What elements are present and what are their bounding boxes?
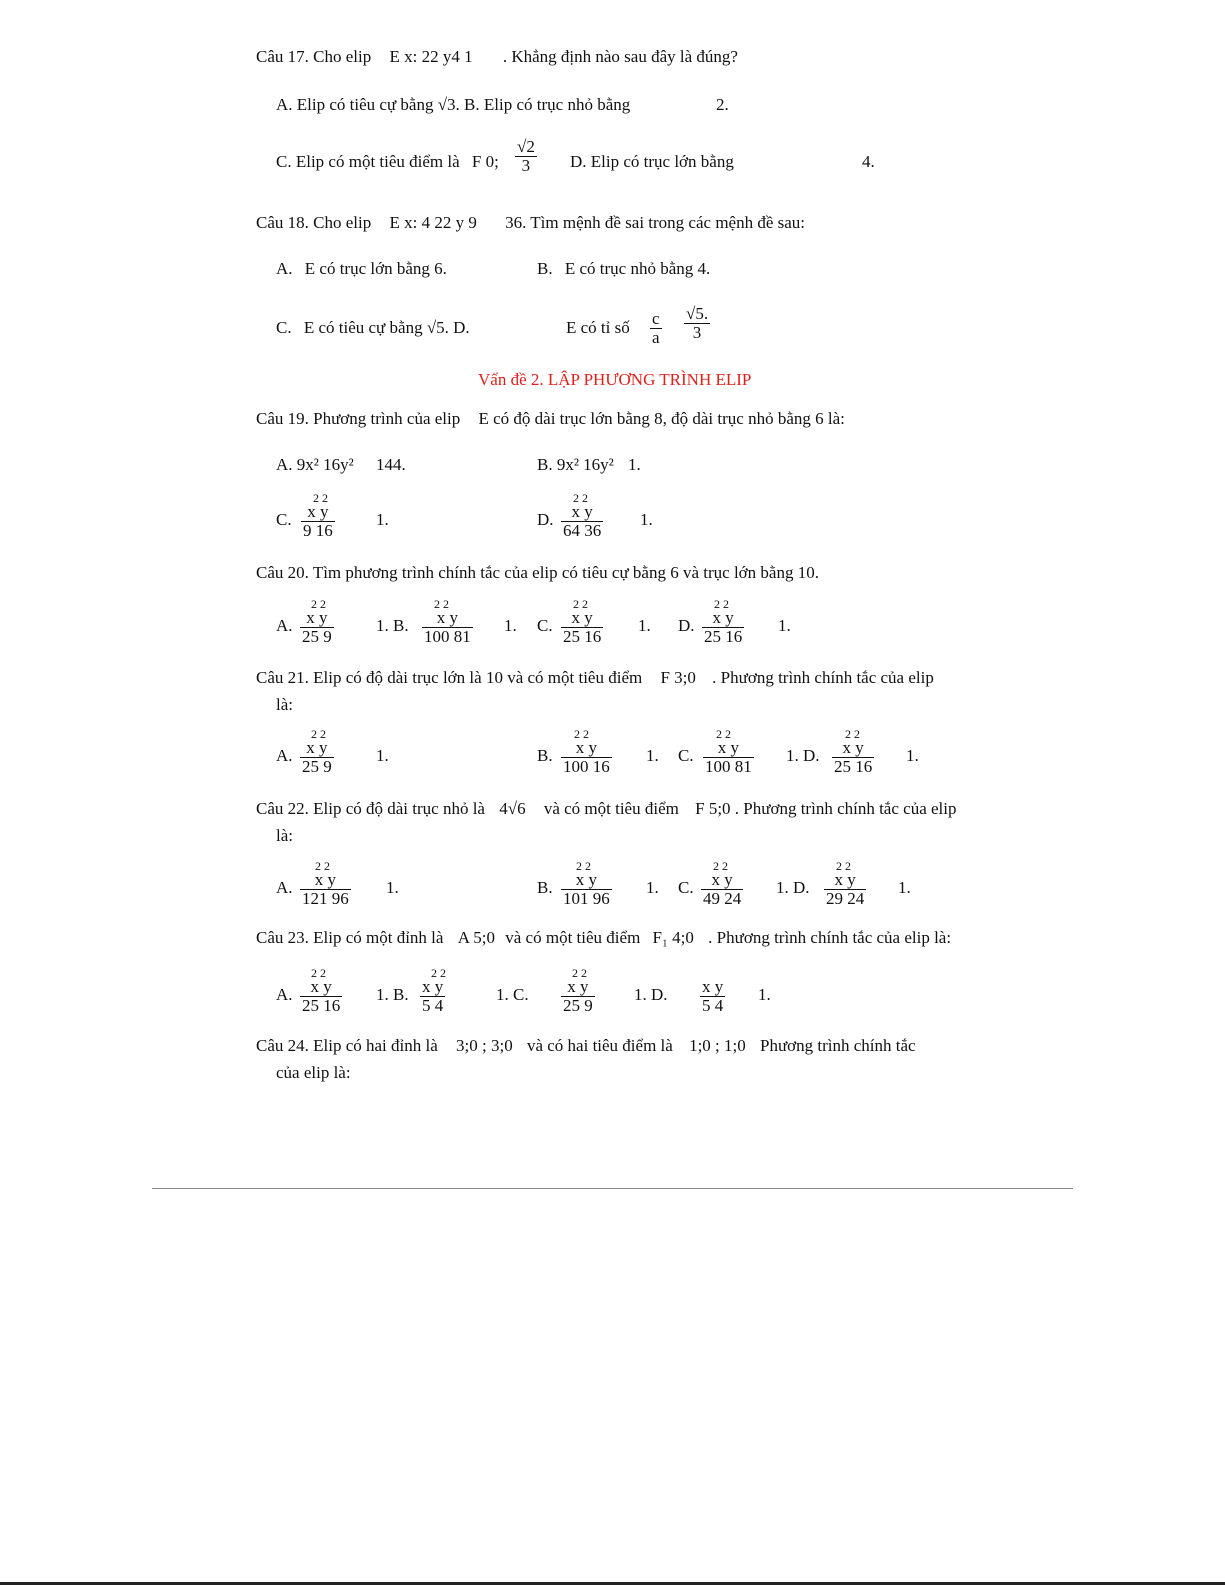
q21-d-denominator: 25 16 (834, 757, 873, 776)
q23-stem-end: . Phương trình chính tắc của elip là: (708, 928, 952, 947)
q20-a-denominator: 25 9 (302, 627, 332, 646)
q20-b-fraction (422, 609, 473, 646)
q21-b-fraction (561, 739, 612, 776)
q21-stem-cont: là: (276, 695, 293, 714)
q22-c-exponents: 2 2 (713, 859, 728, 873)
q23-option-b-value: 1. C. (496, 985, 529, 1004)
q20-option-b-value: 1. (504, 616, 517, 635)
q19-stem-end: E có độ dài trục lớn bằng 8, độ dài trục nhỏ bằng 6 là: (478, 409, 845, 428)
q23-c-denominator: 25 9 (563, 996, 593, 1015)
q17-option-a-value: √3. (437, 95, 460, 114)
q21-c-exponents: 2 2 (716, 727, 731, 741)
q18-option-d: E có tỉ số (566, 318, 630, 337)
q20-d-fraction (702, 609, 744, 646)
q24-stem-end: Phương trình chính tắc (760, 1036, 916, 1055)
q20-a-numerator: x y (300, 609, 334, 628)
q23-stem-text: Câu 23. Elip có một đỉnh là (256, 928, 444, 947)
q20-option-c-value: 1. (638, 616, 651, 635)
q21-c-fraction (703, 739, 754, 776)
q22-a-numerator: x y (300, 871, 351, 890)
q18-option-b-text: E có trục nhỏ bằng 4. (564, 259, 711, 278)
q23-b-exponents: 2 2 (431, 966, 446, 980)
q21-b-exponents: 2 2 (574, 727, 589, 741)
q23-option-c-value: 1. D. (634, 985, 668, 1004)
q19-option-b-value: 1. (628, 455, 641, 474)
q23-d-numerator: x y (702, 977, 724, 996)
section-title: Vấn đề 2. LẬP PHƯƠNG TRÌNH ELIP (478, 370, 752, 389)
q24-stem (256, 1036, 916, 1056)
q17-option-a-text: A. Elip có tiêu cự bằng (276, 95, 434, 114)
q22-option-b-label: B. (537, 878, 553, 897)
q19-option-c-label: C. (276, 510, 292, 529)
q24-stem-cont: của elip là: (276, 1063, 351, 1082)
q19-d-numerator: x y (561, 503, 603, 522)
q23-option-d-value: 1. (758, 985, 771, 1004)
q17-stem-end: . Khẳng định nào sau đây là đúng? (502, 47, 738, 66)
q22-b-numerator: x y (561, 871, 612, 890)
q22-d-numerator: x y (824, 871, 866, 890)
q23-option-a-value: 1. B. (376, 985, 409, 1004)
q22-option-c-label: C. (678, 878, 694, 897)
q17-option-c (276, 152, 499, 172)
q20-d-numerator: x y (702, 609, 744, 628)
q17-c-numerator: √2 (517, 137, 535, 156)
q23-b-fraction (420, 978, 445, 1015)
q22-stem-mid: và có một tiêu điểm (543, 799, 679, 818)
q22-c-denominator: 49 24 (703, 889, 742, 908)
q22-d-denominator: 29 24 (826, 889, 865, 908)
q21-c-numerator: x y (703, 739, 754, 758)
q23-a-exponents: 2 2 (311, 966, 326, 980)
q17-c-denominator: 3 (521, 156, 531, 175)
q19-d-denominator: 64 36 (563, 521, 602, 540)
q19-c-numerator: x y (301, 503, 335, 522)
q20-b-numerator: x y (422, 609, 473, 628)
q17-option-c-fraction (515, 138, 537, 175)
q22-c-numerator: x y (701, 871, 743, 890)
q23-b-denominator: 5 4 (422, 996, 444, 1015)
q20-option-a-value: 1. B. (376, 616, 409, 635)
q18-stem-end: 36. Tìm mệnh đề sai trong các mệnh đề sau: (505, 213, 806, 232)
q21-a-denominator: 25 9 (302, 757, 332, 776)
q21-option-d-value: 1. (906, 746, 919, 765)
q21-option-b-label: B. (537, 746, 553, 765)
q23-stem-mid: và có một tiêu điểm (505, 928, 641, 947)
q19-c-fraction (301, 503, 335, 540)
q17-formula: E x: 22 y4 1 (389, 47, 473, 66)
q19-option-d-label: D. (537, 510, 554, 529)
q17-option-a (276, 95, 630, 115)
q20-b-denominator: 100 81 (424, 627, 471, 646)
q23-c-numerator: x y (561, 978, 595, 997)
q18-stem (256, 213, 805, 233)
q23-d-fraction (700, 978, 725, 1015)
q22-option-a-label: A. (276, 878, 293, 897)
q17-stem (256, 47, 738, 67)
q24-stem-mid: và có hai tiêu điểm là (526, 1036, 673, 1055)
q21-stem-text: Câu 21. Elip có độ dài trục lớn là 10 và có một tiêu điểm (256, 668, 643, 687)
q21-d-exponents: 2 2 (845, 727, 860, 741)
q23-a-numerator: x y (300, 978, 342, 997)
q18-d-fraction-ca (650, 310, 662, 347)
q23-vertex: A 5;0 (457, 928, 496, 947)
q22-c-fraction (701, 871, 743, 908)
q22-b-exponents: 2 2 (576, 859, 591, 873)
q22-d-fraction (824, 871, 866, 908)
q24-vertices: 3;0 ; 3;0 (456, 1036, 513, 1055)
q18-d-root5: √5. (686, 304, 709, 323)
q18-d-c: c (652, 309, 660, 328)
q19-option-a-value: 144. (375, 455, 406, 474)
q23-a-fraction (300, 978, 342, 1015)
q19-d-exponents: 2 2 (573, 491, 588, 505)
q17-option-c-text: C. Elip có một tiêu điểm là (276, 152, 460, 171)
q18-option-c (276, 318, 470, 338)
q19-option-a (276, 455, 406, 475)
q21-a-exponents: 2 2 (311, 727, 326, 741)
q22-d-exponents: 2 2 (836, 859, 851, 873)
q20-option-c-label: C. (537, 616, 553, 635)
q22-stem-text: Câu 22. Elip có độ dài trục nhỏ là (256, 799, 485, 818)
q19-stem-text: Câu 19. Phương trình của elip (256, 409, 461, 428)
q22-a-fraction (300, 871, 351, 908)
q23-b-numerator: x y (422, 977, 444, 996)
q23-focus: F₁ 4;0 (652, 928, 694, 947)
q19-d-fraction (561, 503, 603, 540)
q20-a-exponents: 2 2 (311, 597, 326, 611)
q18-option-a-label: A. (276, 259, 293, 278)
q20-option-d-value: 1. (778, 616, 791, 635)
q21-b-numerator: x y (561, 739, 612, 758)
q18-option-a (276, 259, 447, 279)
q18-option-a-text: E có trục lớn bằng 6. (304, 259, 447, 278)
q21-option-c-value: 1. D. (786, 746, 820, 765)
q19-option-a-text: A. 9x² 16y² (276, 455, 354, 474)
q22-option-a-value: 1. (386, 878, 399, 897)
q21-d-fraction (832, 739, 874, 776)
q20-c-denominator: 25 16 (563, 627, 602, 646)
q19-stem (256, 409, 845, 429)
q19-c-exponents: 2 2 (313, 491, 328, 505)
q20-d-exponents: 2 2 (714, 597, 729, 611)
q19-c-denominator: 9 16 (303, 521, 333, 540)
q20-b-exponents: 2 2 (434, 597, 449, 611)
q24-foci: 1;0 ; 1;0 (689, 1036, 746, 1055)
q22-value: 4√6 (499, 799, 526, 818)
q18-option-b (537, 259, 710, 279)
q22-focus: F 5;0 (695, 799, 731, 818)
q23-c-exponents: 2 2 (572, 966, 587, 980)
q22-b-fraction (561, 871, 612, 908)
q20-c-exponents: 2 2 (573, 597, 588, 611)
q21-c-denominator: 100 81 (705, 757, 752, 776)
q21-focus: F 3;0 (660, 668, 696, 687)
q23-c-fraction (561, 978, 595, 1015)
q21-b-denominator: 100 16 (563, 757, 610, 776)
page-divider (152, 1188, 1073, 1189)
q22-stem-cont: là: (276, 826, 293, 845)
q23-stem (256, 928, 951, 948)
q20-a-fraction (300, 609, 334, 646)
q18-d-a: a (652, 328, 660, 347)
q17-option-d: D. Elip có trục lớn bằng (570, 152, 734, 171)
q17-option-d-value: 4. (862, 152, 875, 171)
q18-d-3: 3 (692, 323, 702, 342)
q20-d-denominator: 25 16 (704, 627, 743, 646)
q20-option-a-label: A. (276, 616, 293, 635)
q18-option-c-label: C. (276, 318, 292, 337)
q18-d-fraction-root5 (684, 305, 710, 342)
q21-d-numerator: x y (832, 739, 874, 758)
q23-option-a-label: A. (276, 985, 293, 1004)
q21-stem-end: . Phương trình chính tắc của elip (712, 668, 934, 687)
q22-option-d-value: 1. (898, 878, 911, 897)
q21-a-fraction (300, 739, 334, 776)
q21-option-a-label: A. (276, 746, 293, 765)
q20-stem: Câu 20. Tìm phương trình chính tắc của elip có tiêu cự bằng 6 và trục lớn bằng 10. (256, 563, 819, 582)
q21-option-a-value: 1. (376, 746, 389, 765)
q19-option-b-text: B. 9x² 16y² (537, 455, 614, 474)
q20-option-d-label: D. (678, 616, 695, 635)
q22-a-denominator: 121 96 (302, 889, 349, 908)
q22-stem (256, 799, 956, 819)
q20-c-numerator: x y (561, 609, 603, 628)
q24-stem-text: Câu 24. Elip có hai đỉnh là (256, 1036, 438, 1055)
q23-d-denominator: 5 4 (702, 996, 724, 1015)
q19-option-d-value: 1. (640, 510, 653, 529)
q18-option-c-text: E có tiêu cự bằng √5. D. (303, 318, 470, 337)
q21-option-c-label: C. (678, 746, 694, 765)
q21-stem (256, 668, 934, 688)
q17-stem-text: Câu 17. Cho elip (256, 47, 372, 66)
q22-b-denominator: 101 96 (563, 889, 610, 908)
q22-stem-end: . Phương trình chính tắc của elip (734, 799, 957, 818)
q18-formula: E x: 4 22 y 9 (389, 213, 477, 232)
q19-option-b (537, 455, 641, 475)
q18-option-b-label: B. (537, 259, 553, 278)
q22-a-exponents: 2 2 (315, 859, 330, 873)
q21-a-numerator: x y (300, 739, 334, 758)
q19-option-c-value: 1. (376, 510, 389, 529)
q17-option-b-value: 2. (716, 95, 729, 114)
q23-a-denominator: 25 16 (302, 996, 341, 1015)
q21-option-b-value: 1. (646, 746, 659, 765)
q17-option-b-text: B. Elip có trục nhỏ bằng (464, 95, 631, 114)
q20-c-fraction (561, 609, 603, 646)
q18-stem-text: Câu 18. Cho elip (256, 213, 372, 232)
q17-option-c-point: F 0; (471, 152, 499, 171)
q22-option-b-value: 1. (646, 878, 659, 897)
q22-option-c-value: 1. D. (776, 878, 810, 897)
